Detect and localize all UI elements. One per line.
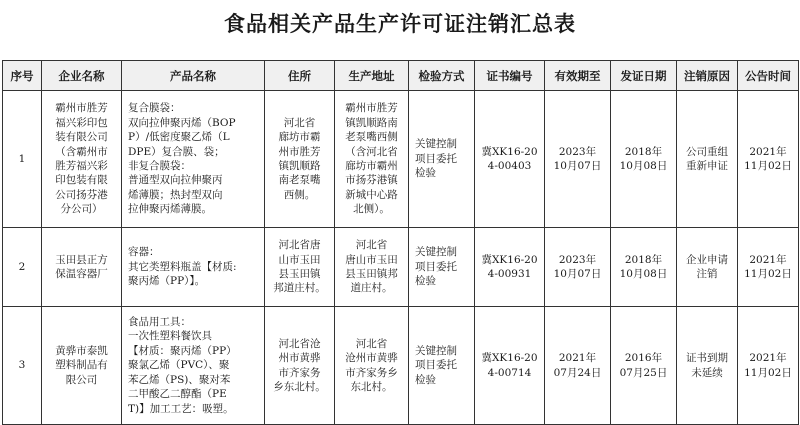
table-row [3,307,799,425]
cell-reason: 公司重组 重新申证 [677,91,738,228]
cell-address: 河北省唐 山市玉田 县玉田镇 邦道庄村。 [265,228,335,307]
header-valid-until: 有效期至 [545,61,611,91]
header-product: 产品名称 [122,61,265,91]
cell-announce-date: 2021年 11月02日 [738,91,799,228]
table-row [3,228,799,307]
cell-product: 容器： 其它类塑料瓶盖【材质: 聚丙烯（PP）】。 [122,228,265,307]
cancellation-table [2,60,799,425]
header-cert-no: 证书编号 [475,61,545,91]
header-company: 企业名称 [42,61,122,91]
cell-production-address: 河北省 唐山市玉田 县玉田镇邦 道庄村。 [335,228,409,307]
cell-index: 3 [3,307,42,425]
cell-product: 复合膜袋： 双向拉伸聚丙烯（BOP P）/低密度聚乙烯（L DPE）复合膜、袋； 非复合膜袋： 普通型双向拉伸聚丙 烯薄膜；热封型双向 拉伸聚丙烯薄膜。 [122,91,265,228]
table-header-row [3,61,799,91]
header-production-address: 生产地址 [335,61,409,91]
cell-company: 玉田县正方 保温容器厂 [42,228,122,307]
cell-valid-until: 2023年 10月07日 [545,91,611,228]
cell-inspection: 关键控制 项目委托 检验 [409,228,475,307]
cell-reason: 证书到期 未延续 [677,307,738,425]
cell-address: 河北省沧 州市黄骅 市齐家务 乡东北村。 [265,307,335,425]
cell-company: 霸州市胜芳 福兴彩印包 装有限公司 （含霸州市 胜芳福兴彩 印包装有限 公司扬芬港 分公司） [42,91,122,228]
cell-cert-no: 冀XK16-20 4-00403 [475,91,545,228]
cell-valid-until: 2021年 07月24日 [545,307,611,425]
header-address: 住所 [265,61,335,91]
header-inspection: 检验方式 [409,61,475,91]
cell-index: 1 [3,91,42,228]
header-issue-date: 发证日期 [611,61,677,91]
cell-issue-date: 2018年 10月08日 [611,228,677,307]
cell-valid-until: 2023年 10月07日 [545,228,611,307]
cell-issue-date: 2016年 07月25日 [611,307,677,425]
cell-announce-date: 2021年 11月02日 [738,307,799,425]
cell-issue-date: 2018年 10月08日 [611,91,677,228]
header-reason: 注销原因 [677,61,738,91]
page-title: 食品相关产品生产许可证注销汇总表 [224,11,576,36]
cell-index: 2 [3,228,42,307]
cell-reason: 企业申请 注销 [677,228,738,307]
cell-address: 河北省 廊坊市霸 州市胜芳 镇凯顺路 南老泵嘴 西侧。 [265,91,335,228]
cell-inspection: 关键控制 项目委托 检验 [409,91,475,228]
cell-cert-no: 冀XK16-20 4-00931 [475,228,545,307]
table-row [3,91,799,228]
cell-production-address: 河北省 沧州市黄骅 市齐家务乡 东北村。 [335,307,409,425]
cell-company: 黄骅市泰凯 塑料制品有 限公司 [42,307,122,425]
header-announce-date: 公告时间 [738,61,799,91]
header-index: 序号 [3,61,42,91]
cell-announce-date: 2021年 11月02日 [738,228,799,307]
cell-inspection: 关键控制 项目委托 检验 [409,307,475,425]
cell-production-address: 霸州市胜芳 镇凯顺路南 老泵嘴西侧 （含河北省 廊坊市霸州 市扬芬港镇 新城中心路 北侧）。 [335,91,409,228]
cell-product: 食品用工具： 一次性塑料餐饮具 【材质：聚丙烯（PP） 聚氯乙烯（PVC）、聚 苯乙烯（PS)、聚对苯 二甲酸乙二醇酯（PE T)】加工工艺：吸塑。 [122,307,265,425]
cell-cert-no: 冀XK16-20 4-00714 [475,307,545,425]
